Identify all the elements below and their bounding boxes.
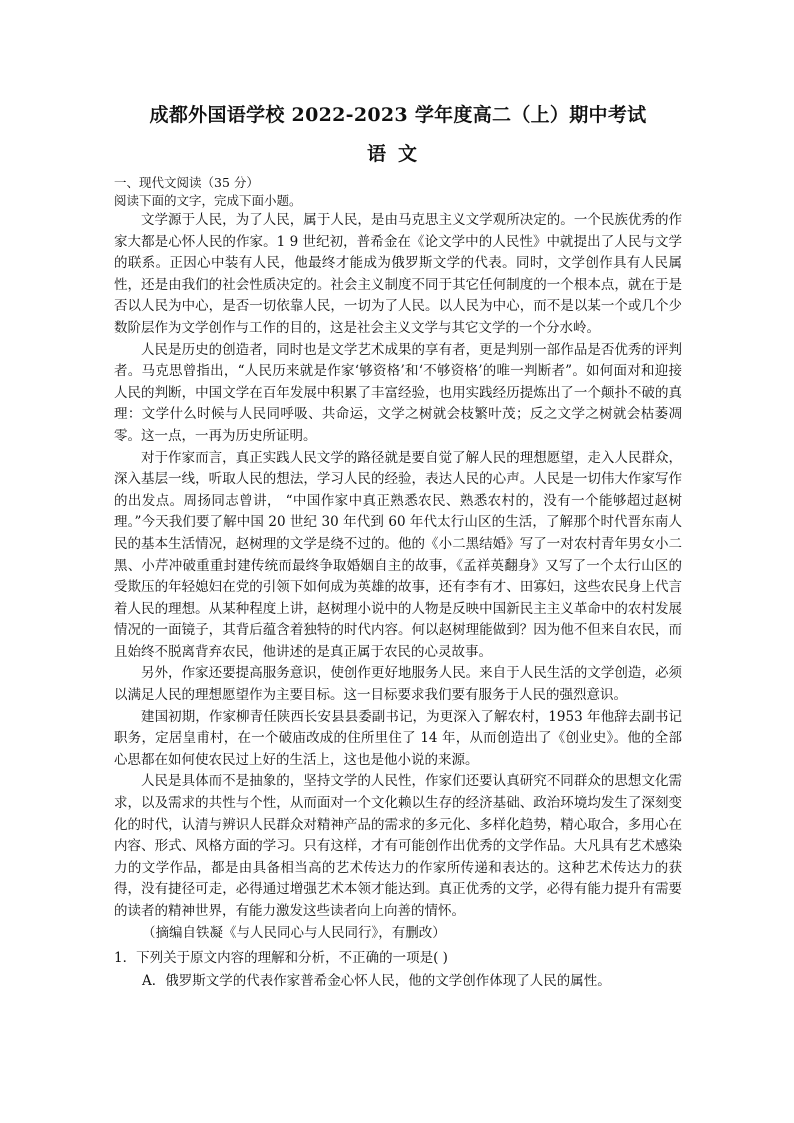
passage-paragraph: 对于作家而言，真正实践人民文学的路径就是要自觉了解人民的理想愿望，走入人民群众，深入基层一线，听取人民的想法，学习人民的经验，表达人民的心声。人民是一切伟大作家写作的出发点。周扬同志曾讲， “中国作家中真正熟悉农民、熟悉农村的，没有一个能够超过赵树理。”今天我们要了解中国 20 世纪 30 年代到 60 年代太行山区的生活，了解那个时代晋东南人民的基本生活情况，赵树理的文学是绕不过的。他的《小二黑结婚》写了一对农村青年男女小二黑、小芹冲破重重封建传统而最终争取婚姻自主的故事，《孟祥英翻身》又写了一个太行山区的受欺压的年轻媳妇在党的引领下如何成为英雄的故事，还有李有才、田寡妇，这些农民身上代言着人民的理想。从某种程度上讲，赵树理小说中的人物是反映中国新民主主义革命中的农村发展情况的一面镜子，其背后蕴含着独特的时代内容。何以赵树理能做到？因为他不但来自农民，而且始终不脱离背弃农民，他讲述的是真正属于农民的心灵故事。 — [114, 449, 682, 660]
passage-paragraph: 人民是具体而不是抽象的，坚持文学的人民性，作家们还要认真研究不同群众的思想文化需求，以及需求的共性与个性，从而面对一个文化赖以生存的经济基础、政治环境均发生了深刻变化的时代，认清与辨识人民群众对精神产品的需求的多元化、多样化趋势，精心取合，多用心在内容、形式、风格方面的学习。只有这样，才有可能创作出优秀的文学作品。大凡具有艺术感染力的文学作品，都是由具备相当高的艺术传达力的作家所传递和表达的。这种艺术传达力的获得，没有捷径可走，必得通过增强艺术本领才能达到。真正优秀的文学，必得有能力提升有需要的读者的精神世界，有能力激发这些读者向上向善的情怀。 — [114, 773, 682, 919]
passage-paragraph: 文学源于人民，为了人民，属于人民，是由马克思主义文学观所决定的。一个民族优秀的作家大都是心怀人民的作家。1 9 世纪初，普希金在《论文学中的人民性》中就提出了人民与文学的联系。正因心中装有人民，他最终才能成为俄罗斯文学的代表。同时，文学创作具有人民属性，还是由我们的社会性质决定的。社会主义制度不同于其它任何制度的一个根本点，就在于是否以人民为中心，是否一切依靠人民，一切为了人民。以人民为中心，而不是以某一个或几个少数阶层作为文学创作与工作的目的，这是社会主义文学与其它文学的一个分水岭。 — [114, 212, 682, 336]
exam-title: 成都外国语学校 2022-2023 学年度高二（上）期中考试 — [149, 104, 647, 126]
passage-source: （摘编自铁凝《与人民同心与人民同行》，有删改） — [142, 924, 446, 941]
reading-passage — [114, 210, 682, 923]
passage-paragraph: 另外，作家还要提高服务意识，使创作更好地服务人民。来自于人民生活的文学创造，必须以满足人民的理想愿望作为主要目标。这一目标要求我们要有服务于人民的强烈意识。 — [114, 665, 682, 704]
reading-instruction: 阅读下面的文字，完成下面小题。 — [114, 193, 302, 208]
exam-page — [114, 102, 682, 992]
subject-title: 语文 — [366, 143, 429, 165]
passage-paragraph: 建国初期，作家柳青任陕西长安县县委副书记，为更深入了解农村，1953 年他辞去副书记职务，定居皇甫村，在一个破庙改成的住所里住了 14 年，从而创造出了《创业史》。他的全部心思都在如何使农民过上好的生活上，这也是他小说的来源。 — [114, 708, 682, 768]
section-heading: 一、现代文阅读（35 分） — [114, 175, 259, 190]
passage-paragraph: 人民是历史的创造者，同时也是文学艺术成果的享有者，更是判别一部作品是否优秀的评判者。马克思曾指出，“人民历来就是作家‘够资格’和‘不够资格’的唯一判断者”。如何面对和迎接人民的判断，中国文学在百年发展中积累了丰富经验，也用实践经历提炼出了一个颠扑不破的真理：文学什么时候与人民同呼吸、共命运，文学之树就会枝繁叶茂；反之文学之树就会枯萎凋零。这一点，一再为历史所证明。 — [114, 341, 682, 444]
question-stem: 1．下列关于原文内容的理解和分析，不正确的一项是( ) — [114, 950, 448, 967]
question-option-a: A．俄罗斯文学的代表作家普希金心怀人民，他的文学创作体现了人民的属性。 — [142, 973, 611, 990]
